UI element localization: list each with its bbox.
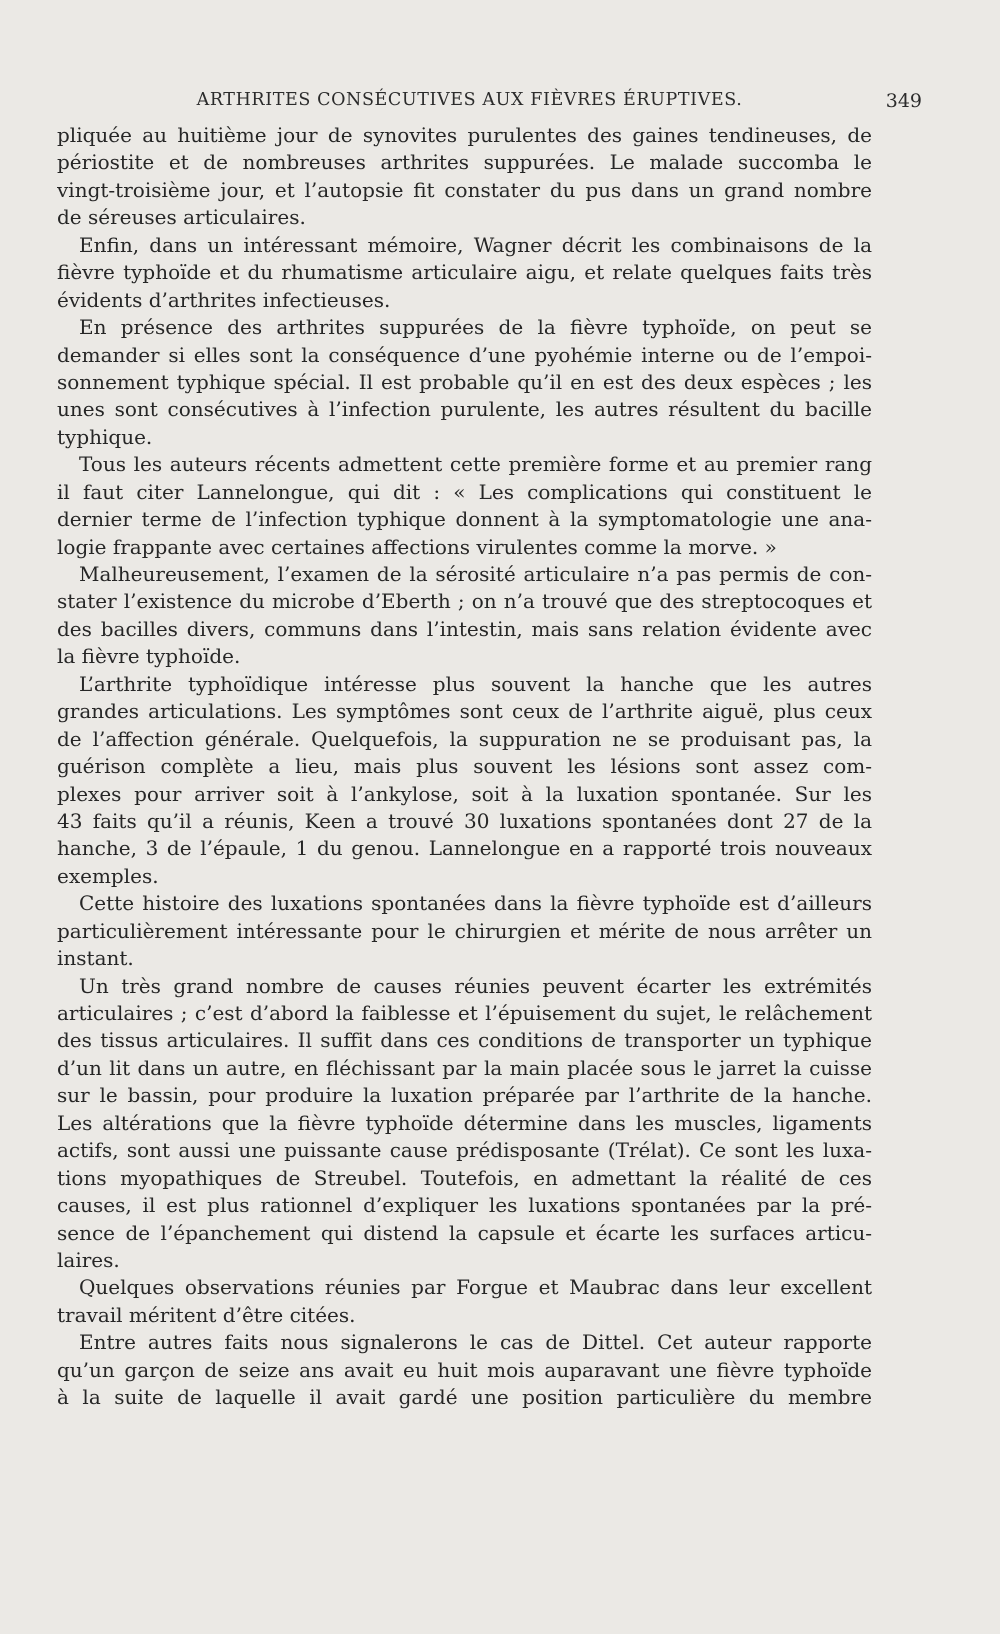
text-line: sonnement typhique spécial. Il est probable qu’il en est des deux espèces ; les <box>57 369 872 394</box>
text-line: il faut citer Lannelongue, qui dit : « Les complications qui constituent le <box>57 479 872 504</box>
text-line: Les altérations que la fièvre typhoïde détermine dans les muscles, ligaments <box>57 1110 872 1135</box>
text-line: particulièrement intéressante pour le chirurgien et mérite de nous arrêter un <box>57 918 872 943</box>
text-line: En présence des arthrites suppurées de la fièvre typhoïde, on peut se <box>79 315 872 340</box>
text-line: sence de l’épanchement qui distend la capsule et écarte les surfaces articu- <box>57 1220 872 1245</box>
text-line: actifs, sont aussi une puissante cause prédisposante (Trélat). Ce sont les luxa- <box>57 1138 872 1163</box>
text-line: dernier terme de l’infection typhique donnent à la symptomatologie une ana- <box>57 507 872 532</box>
text-line: de l’affection générale. Quelquefois, la suppuration ne se produisant pas, la <box>57 726 872 751</box>
text-line: 43 faits qu’il a réunis, Keen a trouvé 30 luxations spontanées dont 27 de la <box>57 808 872 833</box>
text-line: de séreuses articulaires. <box>57 205 306 230</box>
text-line: vingt-troisième jour, et l’autopsie fit constater du pus dans un grand nombre <box>57 177 872 202</box>
text-line: exemples. <box>57 863 159 888</box>
text-line: tions myopathiques de Streubel. Toutefois, en admettant la réalité de ces <box>57 1165 872 1190</box>
text-line: qu’un garçon de seize ans avait eu huit mois auparavant une fièvre typhoïde <box>57 1357 872 1382</box>
running-title: ARTHRITES CONSÉCUTIVES AUX FIÈVRES ÉRUPTIVES. <box>196 90 743 110</box>
text-line: plexes pour arriver soit à l’ankylose, soit à la luxation spontanée. Sur les <box>57 781 872 806</box>
text-line: des tissus articulaires. Il suffit dans ces conditions de transporter un typhique <box>57 1028 872 1053</box>
text-line: évidents d’arthrites infectieuses. <box>57 287 391 312</box>
text-line: demander si elles sont la conséquence d’une pyohémie interne ou de l’empoi- <box>57 342 872 367</box>
text-line: des bacilles divers, communs dans l’intestin, mais sans relation évidente avec <box>57 616 872 641</box>
text-line: à la suite de laquelle il avait gardé une position particulière du membre <box>57 1385 872 1410</box>
text-line: pliquée au huitième jour de synovites purulentes des gaines tendineuses, de <box>57 123 872 147</box>
text-line: Enfin, dans un intéressant mémoire, Wagner décrit les combinaisons de la <box>79 232 872 257</box>
page-number: 349 <box>885 90 922 112</box>
text-line: instant. <box>57 946 134 971</box>
text-line: travail méritent d’être citées. <box>57 1302 356 1327</box>
text-line: la fièvre typhoïde. <box>57 644 241 669</box>
text-line: hanche, 3 de l’épaule, 1 du genou. Lannelongue en a rapporté trois nouveaux <box>57 836 872 861</box>
text-line: fièvre typhoïde et du rhumatisme articulaire aigu, et relate quelques faits très <box>57 260 872 285</box>
text-line: unes sont consécutives à l’infection purulente, les autres résultent du bacille <box>57 397 872 422</box>
text-line: Tous les auteurs récents admettent cette première forme et au premier rang <box>79 452 872 477</box>
text-line: Quelques observations réunies par Forgue et Maubrac dans leur excellent <box>79 1275 872 1300</box>
text-line: périostite et de nombreuses arthrites suppurées. Le malade succomba le <box>57 150 872 175</box>
text-line: causes, il est plus rationnel d’expliquer les luxations spontanées par la pré- <box>57 1193 872 1218</box>
text-line: sur le bassin, pour produire la luxation préparée par l’arthrite de la hanche. <box>57 1083 872 1108</box>
page-header <box>57 90 922 118</box>
text-line: d’un lit dans un autre, en fléchissant par la main placée sous le jarret la cuisse <box>57 1055 872 1080</box>
text-line: Un très grand nombre de causes réunies peuvent écarter les extrémités <box>79 973 872 998</box>
text-line: Entre autres faits nous signalerons le cas de Dittel. Cet auteur rapporte <box>79 1330 872 1355</box>
body-text <box>57 122 872 1412</box>
text-line: laires. <box>57 1247 120 1272</box>
text-line: guérison complète a lieu, mais plus souvent les lésions sont assez com- <box>57 754 872 779</box>
text-line: L’arthrite typhoïdique intéresse plus souvent la hanche que les autres <box>79 671 872 696</box>
text-line: articulaires ; c’est d’abord la faiblesse et l’épuisement du sujet, le relâchement <box>57 1001 872 1025</box>
text-line: logie frappante avec certaines affections virulentes comme la morve. » <box>57 534 777 559</box>
text-line: Malheureusement, l’examen de la sérosité articulaire n’a pas permis de con- <box>79 562 872 586</box>
text-line: stater l’existence du microbe d’Eberth ; on n’a trouvé que des streptocoques et <box>57 589 872 614</box>
text-line: grandes articulations. Les symptômes sont ceux de l’arthrite aiguë, plus ceux <box>57 699 872 724</box>
text-line: Cette histoire des luxations spontanées dans la fièvre typhoïde est d’ailleurs <box>79 891 872 916</box>
text-line: typhique. <box>57 424 153 449</box>
